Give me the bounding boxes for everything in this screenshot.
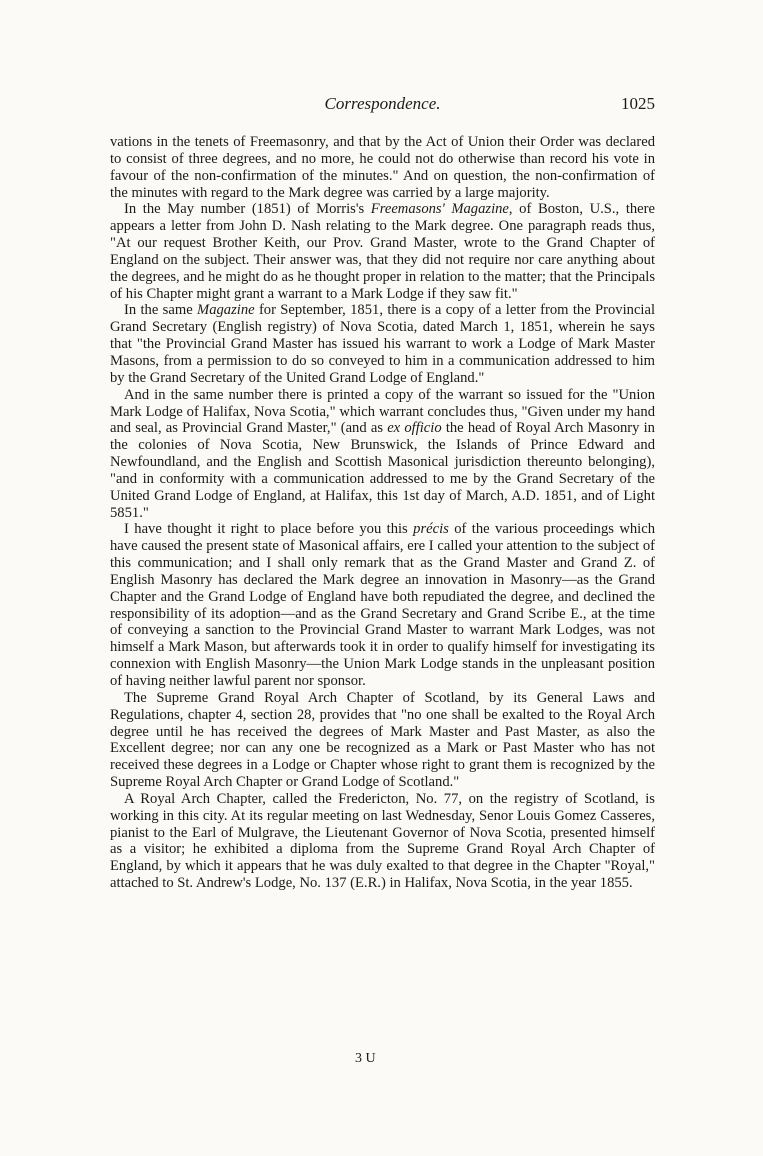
magazine-word: Magazine: [197, 302, 255, 319]
paragraph-secretary-letter: In the same Magazine for September, 1851, there is a copy of a letter from the Provincial Grand Secretary (English registry) of Nova Scotia, dated March 1, 1851, wherein he says that "the Provincial Grand Master has issued his warrant to work a Lodge of Mark Master Masons, from a permission to do so conveyed to him in a communication addressed to him by the Grand Secretary of the United Grand Lodge of England.": [110, 302, 656, 386]
page-number: 1025: [621, 94, 655, 113]
precis-term: précis: [413, 521, 449, 538]
signature-mark: 3 U: [355, 1051, 376, 1066]
paragraph-nash-letter: In the May number (1851) of Morris's Freemasons' Magazine, of Boston, U.S., there appears a letter from John D. Nash relating to the Mark degree. One paragraph reads thus, "At our request Brother Keith, our Prov. Grand Master, wrote to the Grand Chapter of England on the subject. Their answer was, that they did not require nor care anything about the degrees, and he might do as he thought proper in relation to the matter; that the Principals of his Chapter might grant a warrant to a Mark Lodge if they saw fit.": [110, 201, 655, 302]
paragraph-fredericton-chapter: A Royal Arch Chapter, called the Fredericton, No. 77, on the registry of Scotland, is working in this city. At its regular meeting on last Wednesday, Senor Louis Gomez Casseres, pianist to the Earl of Mulgrave, the Lieutenant Governor of Nova Scotia, presented himself as a visitor; he exhibited a diploma from the Supreme Grand Royal Arch Chapter of England, by which it appears that he was duly exalted to that degree in the Chapter "Royal," attached to St. Andrew's Lodge, No. 137 (E.R.) in Halifax, Nova Scotia, in the year 1855.: [110, 790, 655, 892]
ex-officio-term: ex officio: [387, 420, 442, 437]
running-title: Correspondence.: [324, 94, 441, 113]
page-header: [110, 94, 655, 118]
paragraph-scotland-laws: The Supreme Grand Royal Arch Chapter of Scotland, by its General Laws and Regulations, chapter 4, section 28, provides that "no one shall be exalted to the Royal Arch degree until he has received the degrees of Mark Master and Past Master, as also the Excellent degree; nor can any one be recognized as a Mark or Past Master who has not received these degrees in a Lodge or Chapter whose right to grant them is recognized by the Supreme Royal Arch Chapter or Grand Lodge of Scotland.": [110, 689, 655, 791]
article-body: [110, 134, 655, 892]
paragraph-continuation: vations in the tenets of Freemasonry, and that by the Act of Union their Order was declared to consist of three degrees, and no more, he could not do otherwise than record his vote in favour of the non-confirmation of the minutes." And on question, the non-confirmation of the minutes with regard to the Mark degree was carried by a large majority.: [110, 134, 655, 201]
magazine-title: Freemasons' Magazine: [370, 201, 509, 218]
paragraph-warrant: And in the same number there is printed a copy of the warrant so issued for the "Union Mark Lodge of Halifax, Nova Scotia," which warrant concludes thus, "Given under my hand and seal, as Provincial Grand Master," (and as ex officio the head of Royal Arch Masonry in the colonies of Nova Scotia, New Brunswick, the Islands of Prince Edward and Newfoundland, and the English and Scottish Masonical jurisdiction thereunto belonging), "and in conformity with a communication addressed to me by the Grand Secretary of the United Grand Lodge of England, at Halifax, this 1st day of March, A.D. 1851, and of Light 5851.": [110, 386, 655, 521]
paragraph-precis: I have thought it right to place before you this précis of the various proceedings which have caused the present state of Masonical affairs, ere I called your attention to the subject of this communication; and I shall only remark that as the Grand Master and Grand Z. of English Masonry has declared the Mark degree an innovation in Masonry—as the Grand Chapter and the Grand Lodge of England have both repudiated the degree, and declined the responsibility of its adoption—and as the Grand Secretary and Grand Scribe E., at the time of conveying a sanction to the Provincial Grand Master to warrant Mark Lodges, was not himself a Mark Mason, but afterwards took it in order to qualify himself for investigating its connexion with English Masonry—the Union Mark Lodge stands in the unpleasant position of having neither lawful parent nor sponsor.: [110, 521, 655, 689]
